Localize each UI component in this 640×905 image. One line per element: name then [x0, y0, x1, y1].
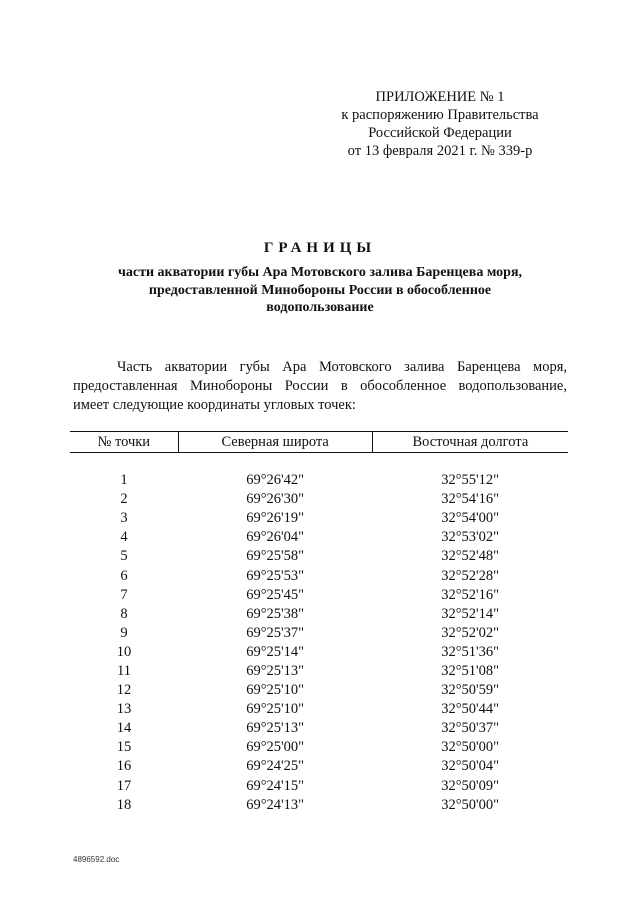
- table-row: [70, 509, 568, 528]
- cell-point-number: 9: [120, 624, 128, 641]
- cell-point-number: 8: [120, 605, 128, 622]
- cell-point-number: 2: [120, 491, 128, 508]
- table-row: [70, 681, 568, 700]
- table-spacer: [70, 453, 568, 472]
- cell-point-number: 15: [116, 739, 132, 756]
- cell-longitude: 32°51'08": [441, 662, 500, 679]
- subtitle-line: части акватории губы Ара Мотовского залива Баренцева моря,: [117, 265, 523, 280]
- document-title: ГРАНИЦЫ: [263, 240, 377, 256]
- cell-point-number: 18: [116, 796, 132, 813]
- cell-longitude: 32°52'16": [441, 586, 500, 603]
- appendix-order-ref: к распоряжению Правительства: [341, 107, 539, 123]
- document-file-code: 4896592.doc: [73, 855, 120, 864]
- table-row: [70, 719, 568, 738]
- cell-point-number: 17: [116, 777, 132, 794]
- cell-latitude: 69°25'10": [246, 682, 305, 699]
- table-row: [70, 700, 568, 719]
- cell-point-number: 7: [120, 586, 128, 603]
- cell-point-number: 13: [116, 701, 132, 718]
- cell-latitude: 69°24'13": [246, 796, 305, 813]
- cell-latitude: 69°25'45": [246, 586, 305, 603]
- cell-latitude: 69°25'38": [246, 605, 305, 622]
- cell-latitude: 69°25'37": [246, 624, 305, 641]
- table-row: [70, 586, 568, 605]
- table-header-row: [70, 432, 568, 453]
- cell-point-number: 5: [120, 548, 128, 565]
- cell-latitude: 69°25'00": [246, 739, 305, 756]
- cell-latitude: 69°25'10": [246, 701, 305, 718]
- cell-point-number: 16: [116, 758, 132, 775]
- cell-latitude: 69°26'30": [246, 491, 305, 508]
- table-row: [70, 547, 568, 566]
- table-row: [70, 662, 568, 681]
- cell-latitude: 69°24'15": [246, 777, 305, 794]
- table-row: [70, 528, 568, 547]
- appendix-date-number: от 13 февраля 2021 г. № 339-р: [347, 143, 533, 159]
- header-point-number: № точки: [70, 432, 178, 453]
- cell-longitude: 32°50'37": [441, 720, 500, 737]
- cell-longitude: 32°55'12": [441, 472, 500, 489]
- cell-longitude: 32°50'00": [441, 796, 500, 813]
- cell-longitude: 32°54'16": [441, 491, 500, 508]
- cell-latitude: 69°25'14": [246, 643, 305, 660]
- cell-point-number: 12: [116, 682, 132, 699]
- cell-latitude: 69°26'42": [246, 472, 305, 489]
- intro-line: предоставленная Минобороны России в обособленное водопользование,: [73, 378, 567, 394]
- cell-latitude: 69°26'04": [246, 529, 305, 546]
- subtitle-line: водопользование: [266, 300, 374, 315]
- cell-longitude: 32°50'00": [441, 739, 500, 756]
- cell-point-number: 11: [117, 662, 132, 679]
- cell-latitude: 69°25'13": [246, 662, 305, 679]
- intro-line: Часть акватории губы Ара Мотовского залива Баренцева моря,: [117, 359, 567, 375]
- cell-longitude: 32°50'04": [441, 758, 500, 775]
- table-row: [70, 643, 568, 662]
- cell-longitude: 32°52'48": [441, 548, 500, 565]
- cell-point-number: 10: [116, 643, 132, 660]
- cell-longitude: 32°53'02": [441, 529, 500, 546]
- cell-point-number: 4: [120, 529, 128, 546]
- cell-longitude: 32°50'44": [441, 701, 500, 718]
- cell-longitude: 32°54'00": [441, 510, 500, 527]
- cell-longitude: 32°52'14": [441, 605, 500, 622]
- cell-point-number: 6: [120, 567, 128, 584]
- intro-paragraph: [73, 358, 567, 415]
- table-row: [70, 624, 568, 643]
- table-row: [70, 605, 568, 624]
- cell-latitude: 69°25'53": [246, 567, 305, 584]
- cell-longitude: 32°50'09": [441, 777, 500, 794]
- cell-longitude: 32°52'02": [441, 624, 500, 641]
- appendix-authority: Российской Федерации: [368, 125, 512, 141]
- header-north-latitude: Северная широта: [178, 432, 372, 453]
- cell-latitude: 69°26'19": [246, 510, 305, 527]
- cell-point-number: 3: [120, 510, 128, 527]
- appendix-number: ПРИЛОЖЕНИЕ № 1: [375, 89, 505, 105]
- table-row: [70, 471, 568, 490]
- table-row: [70, 566, 568, 585]
- cell-point-number: 1: [120, 472, 128, 489]
- cell-latitude: 69°24'25": [246, 758, 305, 775]
- cell-point-number: 14: [116, 720, 132, 737]
- intro-line: имеет следующие координаты угловых точек:: [73, 397, 356, 413]
- table-body: [70, 453, 568, 815]
- coordinates-table: [70, 431, 568, 815]
- cell-latitude: 69°25'58": [246, 548, 305, 565]
- document-subtitle: [90, 264, 550, 317]
- cell-latitude: 69°25'13": [246, 720, 305, 737]
- table-row: [70, 738, 568, 757]
- table-row: [70, 796, 568, 815]
- table-row: [70, 757, 568, 776]
- cell-longitude: 32°50'59": [441, 682, 500, 699]
- table-row: [70, 777, 568, 796]
- cell-longitude: 32°52'28": [441, 567, 500, 584]
- subtitle-line: предоставленной Минобороны России в обособленное: [148, 282, 492, 298]
- cell-longitude: 32°51'36": [441, 643, 500, 660]
- appendix-header: [320, 88, 560, 160]
- table-row: [70, 490, 568, 509]
- header-east-longitude: Восточная долгота: [372, 432, 568, 453]
